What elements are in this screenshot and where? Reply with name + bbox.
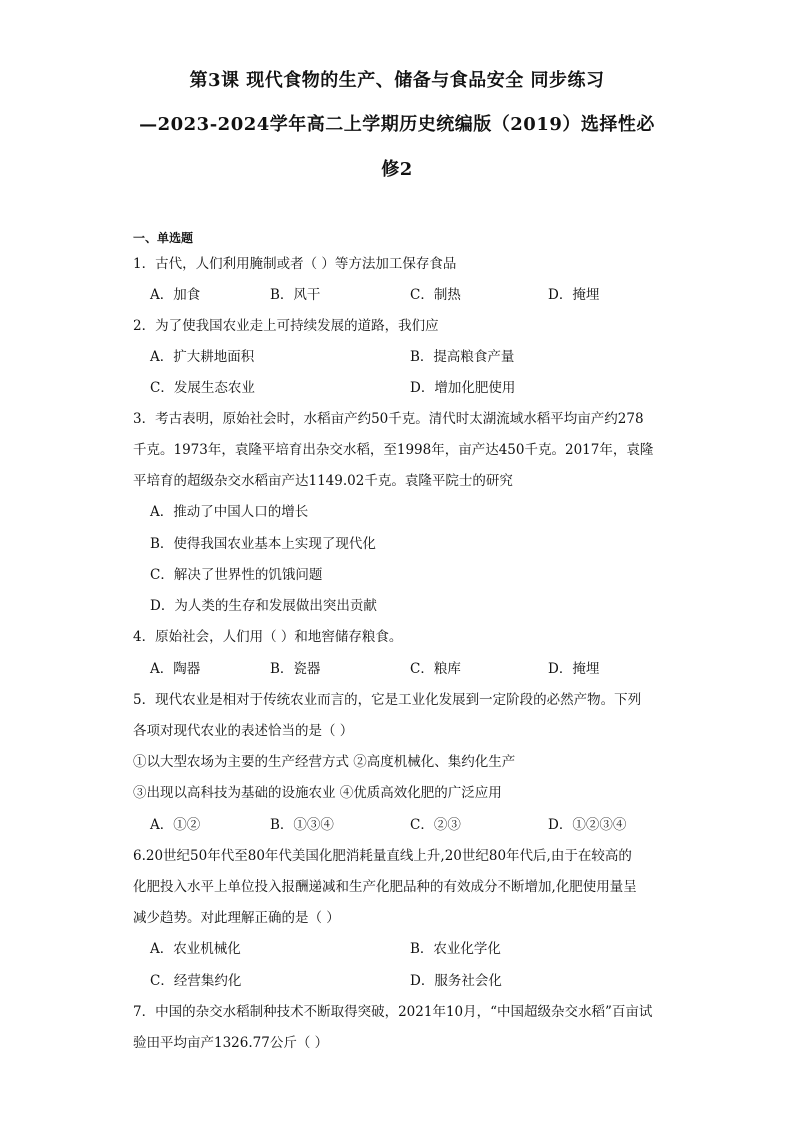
question-3-stem-line-1: 3．考古表明，原始社会时，水稻亩产约50千克。清代时太湖流域水稻平均亩产约278 <box>133 411 644 427</box>
question-5-stem-line-2: 各项对现代农业的表述恰当的是（ ） <box>133 723 354 739</box>
question-7-stem-line-2: 验田平均亩产1326.77公斤（ ） <box>133 1035 329 1051</box>
title-line-3: 修2 <box>381 159 413 180</box>
question-4-stem: 4．原始社会，人们用（ ）和地窖储存粮食。 <box>133 629 403 645</box>
question-5-option-b: B．①③④ <box>270 817 334 833</box>
question-6-stem-line-3: 减少趋势。对此理解正确的是（ ） <box>133 910 340 926</box>
question-5-stem-line-1: 5．现代农业是相对于传统农业而言的，它是工业化发展到一定阶段的必然产物。下列 <box>133 692 642 708</box>
question-6-option-d: D．服务社会化 <box>410 973 502 989</box>
question-3-option-c: C．解决了世界性的饥饿问题 <box>150 567 323 583</box>
question-4-option-b: B．瓷器 <box>270 661 321 677</box>
question-3-stem-line-2: 千克。1973年，袁隆平培育出杂交水稻，至1998年，亩产达450千克。2017年，袁隆 <box>133 442 654 458</box>
question-5-option-a: A．①② <box>150 817 201 833</box>
question-1-option-c: C．制热 <box>410 287 461 303</box>
question-6-stem-line-2: 化肥投入水平上单位投入报酬递减和生产化肥品种的有效成分不断增加,化肥使用量呈 <box>133 879 637 895</box>
question-1-option-a: A．加食 <box>150 287 201 303</box>
question-4-option-a: A．陶器 <box>150 661 201 677</box>
question-4-option-d: D．掩埋 <box>548 661 600 677</box>
question-4-option-c: C．粮库 <box>410 661 461 677</box>
question-6-option-c: C．经营集约化 <box>150 973 242 989</box>
question-2-stem: 2．为了使我国农业走上可持续发展的道路，我们应 <box>133 318 439 334</box>
question-5-statements-2: ③出现以高科技为基础的设施农业 ④优质高效化肥的广泛应用 <box>133 785 502 801</box>
question-5-option-d: D．①②③④ <box>548 817 627 833</box>
question-1-stem: 1．古代，人们利用腌制或者（ ）等方法加工保存食品 <box>133 256 457 272</box>
question-5-statements-1: ①以大型农场为主要的生产经营方式 ②高度机械化、集约化生产 <box>133 754 516 770</box>
question-6-option-a: A．农业机械化 <box>150 941 241 957</box>
question-7-stem-line-1: 7．中国的杂交水稻制种技术不断取得突破，2021年10月，“中国超级杂交水稻”百亩试 <box>133 1004 653 1020</box>
question-1-option-d: D．掩埋 <box>548 287 600 303</box>
title-line-2: —2023-2024学年高二上学期历史统编版（2019）选择性必 <box>139 114 655 135</box>
question-2-option-c: C．发展生态农业 <box>150 380 255 396</box>
question-2-option-b: B．提高粮食产量 <box>410 349 515 365</box>
question-3-option-b: B．使得我国农业基本上实现了现代化 <box>150 536 376 552</box>
question-6-option-b: B．农业化学化 <box>410 941 501 957</box>
question-6-stem-line-1: 6.20世纪50年代至80年代美国化肥消耗量直线上升,20世纪80年代后,由于在较高的 <box>133 848 632 864</box>
question-5-option-c: C．②③ <box>410 817 461 833</box>
question-3-stem-line-3: 平培育的超级杂交水稻亩产达1149.02千克。袁隆平院士的研究 <box>133 473 513 489</box>
question-1-option-b: B．风干 <box>270 287 321 303</box>
section-heading: 一、单选题 <box>133 231 194 245</box>
question-3-option-d: D．为人类的生存和发展做出突出贡献 <box>150 598 377 614</box>
question-3-option-a: A．推动了中国人口的增长 <box>150 504 309 520</box>
question-2-option-a: A．扩大耕地面积 <box>150 349 255 365</box>
title-line-1: 第3课 现代食物的生产、储备与食品安全 同步练习 <box>189 70 605 91</box>
question-2-option-d: D．增加化肥使用 <box>410 380 516 396</box>
